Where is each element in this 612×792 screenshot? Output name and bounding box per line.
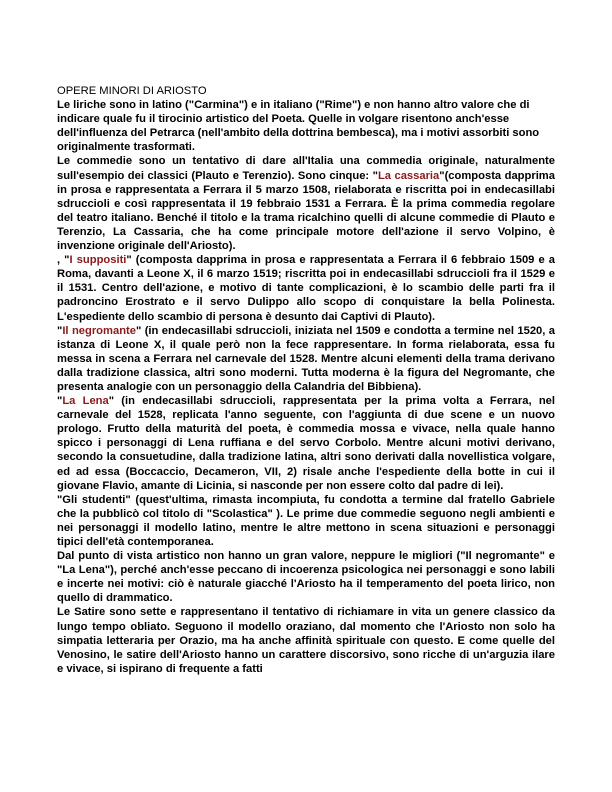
paragraph-commedie-cassaria-text: "(composta dapprima in prosa e rappresentata a Ferrara il 5 marzo 1508, rielaborata e riscritta poi in endecasillabi sdruccioli e così rappresentata il 19 febbraio 1531 a Ferrara. È la prima commedia regolare del teatro italiano. Benché il titolo e la trama ricalchino quelli di alcune commedie di Plauto e Terenzio, La Cassaria, che ha come principale motore dell'azione il servo Volpino, è invenzione originale dell'Ariosto). <box>57 169 555 253</box>
paragraph-commedie-intro: Le commedie sono un tentativo di dare all'Italia una commedia originale, naturalmente sull'esempio dei classici (Plauto e Terenzio). Sono cinque: " <box>57 155 555 182</box>
paragraph-satire: Le Satire sono sette e rappresentano il tentativo di richiamare in vita un genere classico da lungo tempo obliato. Seguono il modello oraziano, dal momento che l'Ariosto non solo ha simpatia letteraria per Orazio, ma ha anche affinità spirituale con questo. E come quelle del Venosino, le satire dell'Ariosto hanno un carattere discorsivo, sono ricche di un'arguzia ilare e vivace, si ispirano di frequente a fatti <box>57 606 555 675</box>
paragraph-suppositi <box>57 253 555 323</box>
paragraph-valore-artistico: Dal punto di vista artistico non hanno un gran valore, neppure le migliori ("Il negromante" e "La Lena"), perché anch'esse peccano di incoerenza psicologica nei personaggi e sono labili e incerte nei motivi: ciò è naturale giacché l'Ariosto ha il temperamento del poeta lirico, non quello di drammatico. <box>57 550 555 605</box>
paragraph-negromante-text: " (in endecasillabi sdruccioli, iniziata nel 1509 e condotta a termine nel 1520, a istanza di Leone X, il quale però non la fece rappresentare. In forma rielaborata, essa fu messa in scena a Ferrara nel carnevale del 1528. Mentre alcuni elementi della trama derivano dalla tradizione classica, altri sono moderni. Tutta moderna è la figura del Negromante, che presenta analogie con un personaggio della Calandria del Bibbiena). <box>57 324 556 393</box>
paragraph-studenti: "Gli studenti" (quest'ultima, rimasta incompiuta, fu condotta a termine dal fratello Gabriele che la pubblicò col titolo di "Scolastica" ). Le prime due commedie seguono negli ambienti e nei personaggi il modello latino, mentre le altre mettono in scena situazioni e personaggi tipici dell'età contemporanea. <box>57 493 555 548</box>
paragraph-lena-text: " (in endecasillabi sdruccioli, rappresentata per la prima volta a Ferrara, nel carnevale del 1528, replicata l'anno seguente, con l'aggiunta di due scene e un nuovo prologo. Frutto della maturità del poeta, è commedia mossa e vivace, nella quale hanno spicco i personaggi di Lena ruffiana e del servo Corbolo. Mentre alcuni motivi derivano, secondo la consuetudine, dalla tradizione latina, altri sono derivati dalla novellistica volgare, ed ad essa (Boccaccio, Decameron, VII, 2) risale anche l'espediente della botte in cui il giovane Flavio, amante di Licinia, si nasconde per non essere colto dal padre di lei). <box>57 395 555 492</box>
document-page <box>57 84 555 676</box>
paragraph-lena-intro: " <box>57 395 63 408</box>
paragraph-lena <box>57 394 555 493</box>
title-la-cassaria: La cassaria <box>377 169 440 182</box>
paragraph-negromante-intro: " <box>57 324 63 337</box>
paragraph-liriche: Le liriche sono in latino ("Carmina") e in italiano ("Rime") e non hanno altro valore che di indicare quale fu il tirocinio artistico del Poeta. Quelle in volgare risentono anch'esse dell'influenza del Petrarca (nell'ambito della dottrina bembesca), ma i motivi assorbiti sono originalmente trasformati. <box>57 99 540 154</box>
document-title: OPERE MINORI DI ARIOSTO <box>57 85 207 97</box>
paragraph-suppositi-text: " (composta dapprima in prosa e rappresentata a Ferrara il 6 febbraio 1509 e a Roma, davanti a Leone X, il 6 marzo 1519; riscritta poi in endecasillabi sdruccioli fra il 1529 e il 1531. Centro dell'azione, e motivo di tante complicazioni, è lo scambio delle parti fra il padroncino Erostrato e il servo Dulippo allo scopo di conquistare la bella Polinesta. L'espediente dello scambio di persona è desunto dai Captivi di Plauto). <box>57 254 556 323</box>
title-i-suppositi: I suppositi <box>69 254 127 267</box>
paragraph-commedie <box>57 154 555 253</box>
paragraph-suppositi-intro: , " <box>57 254 70 267</box>
paragraph-negromante <box>57 324 555 394</box>
title-la-lena: La Lena <box>62 395 109 408</box>
title-il-negromante: Il negromante <box>62 324 136 337</box>
